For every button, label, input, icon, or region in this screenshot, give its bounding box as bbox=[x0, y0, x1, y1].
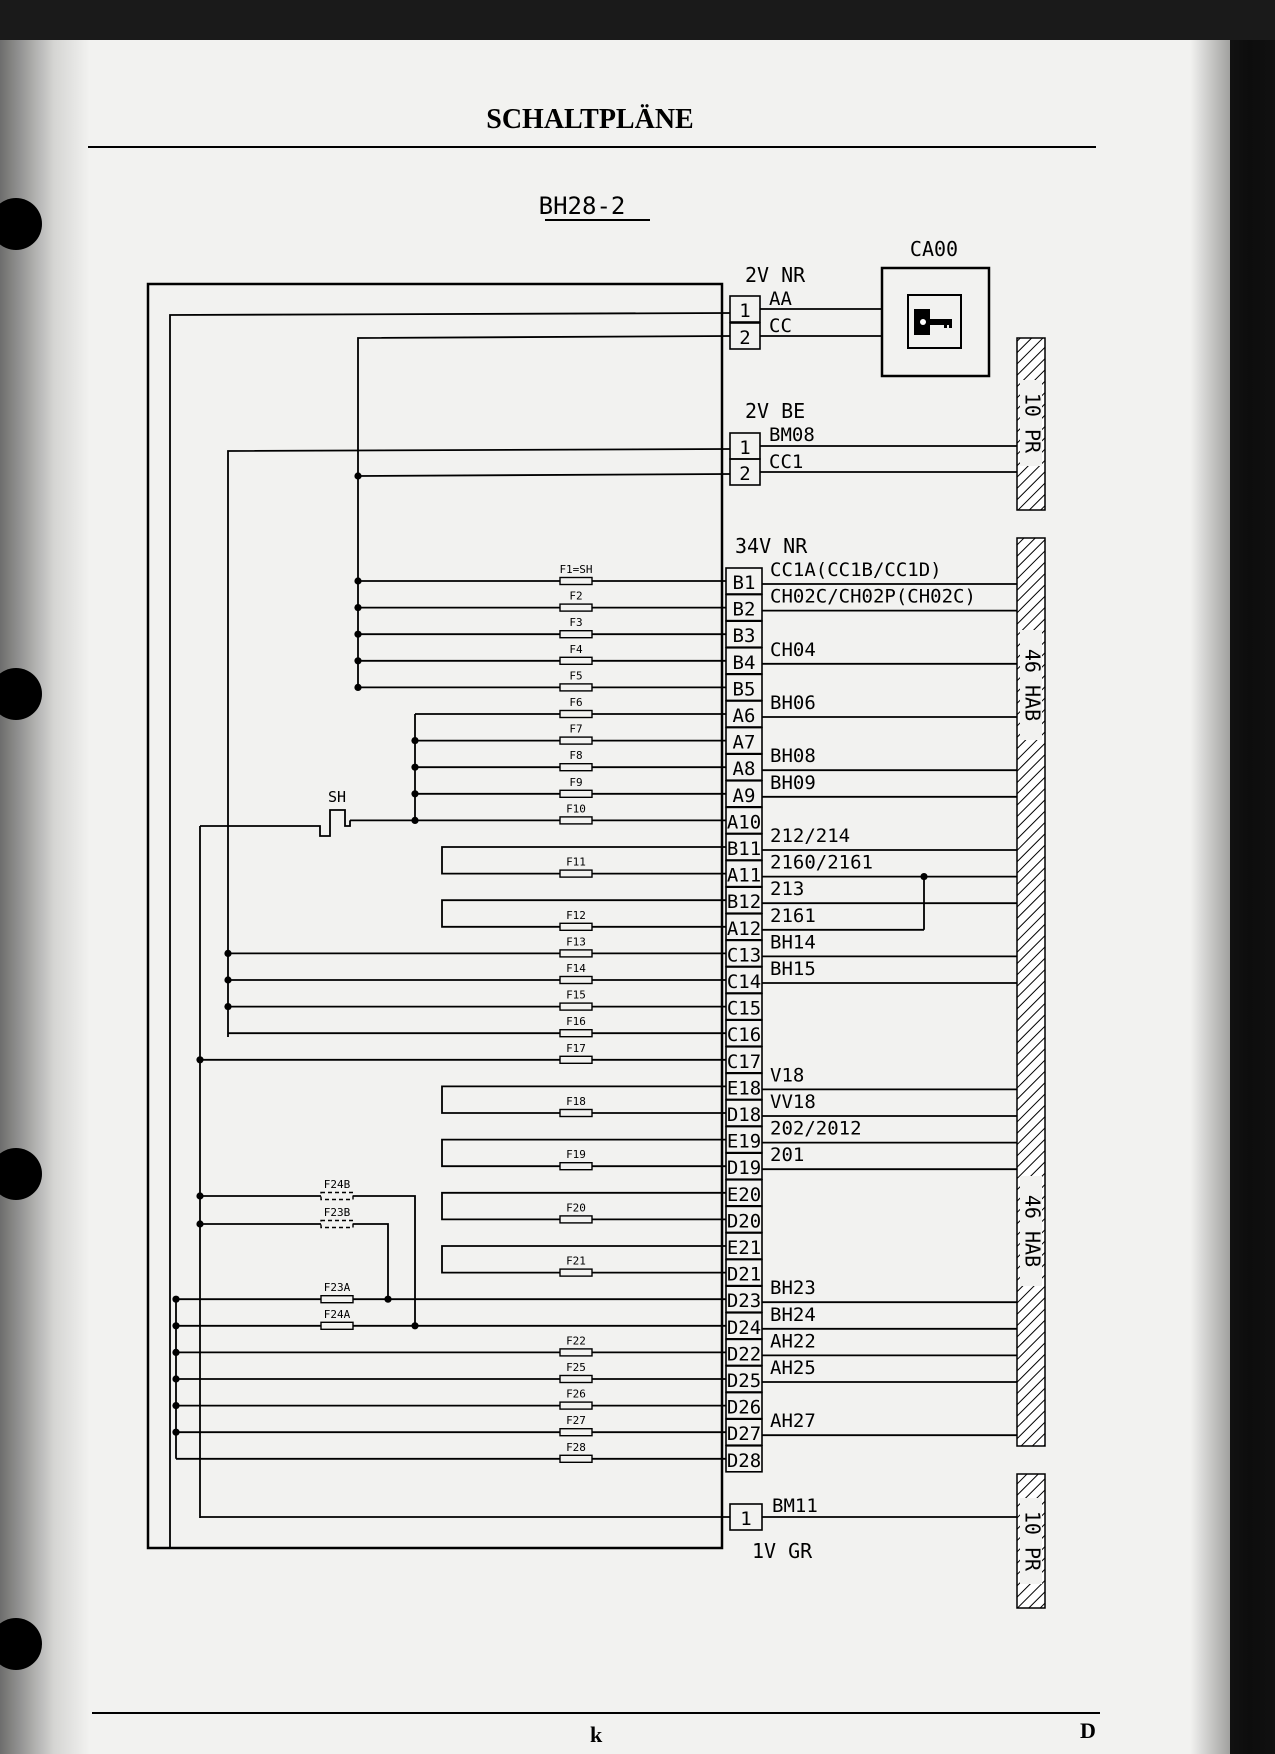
pin-label: C15 bbox=[726, 997, 762, 1020]
junction-dot bbox=[411, 737, 418, 744]
fuse-symbol bbox=[560, 1003, 592, 1010]
wire-label: BH24 bbox=[770, 1303, 816, 1326]
junction-dot bbox=[224, 976, 231, 983]
wire-f24b bbox=[200, 1196, 415, 1326]
pin-label: D22 bbox=[726, 1343, 762, 1366]
pin-label: B4 bbox=[732, 651, 756, 674]
fuse-label: F2 bbox=[569, 589, 583, 603]
fuse-symbol bbox=[560, 1110, 592, 1117]
fuse-label: F11 bbox=[566, 855, 586, 869]
fuse-label: F4 bbox=[569, 642, 583, 656]
fuse-symbol bbox=[560, 1163, 592, 1170]
fuse-label: F8 bbox=[569, 749, 583, 763]
wire-f23b bbox=[200, 1224, 388, 1299]
fuse-label: F23B bbox=[323, 1206, 351, 1219]
pin-label: D24 bbox=[726, 1316, 762, 1339]
pin-label: 1 bbox=[739, 437, 751, 459]
fuse-symbol bbox=[560, 1269, 592, 1276]
pin-label: A11 bbox=[726, 864, 762, 887]
pin-label: D19 bbox=[726, 1157, 762, 1180]
wire-label: BM11 bbox=[772, 1495, 818, 1517]
junction-dot bbox=[920, 873, 927, 880]
fuse-symbol bbox=[560, 737, 592, 744]
junction-dot bbox=[172, 1296, 179, 1303]
fuse-symbol bbox=[560, 977, 592, 984]
wire-label: 2161 bbox=[770, 904, 816, 927]
wire-label: BH14 bbox=[770, 931, 816, 954]
fuse-label: F13 bbox=[566, 935, 586, 949]
wire-label: VV18 bbox=[770, 1091, 816, 1113]
fuse-label: F1=SH bbox=[559, 563, 593, 576]
pin-label: B2 bbox=[732, 598, 756, 621]
fuse-label: F24B bbox=[323, 1178, 351, 1191]
wire-label: BH06 bbox=[770, 692, 816, 714]
fuse-symbol bbox=[321, 1221, 353, 1228]
connector-group-label: 34V NR bbox=[735, 534, 808, 558]
connector-group-label: 2V BE bbox=[745, 399, 806, 423]
wire-label: AH22 bbox=[770, 1330, 816, 1353]
pin-label: B11 bbox=[726, 838, 762, 860]
fuse-label: F21 bbox=[566, 1254, 586, 1268]
pin-label: A12 bbox=[726, 917, 762, 940]
fuse-symbol bbox=[560, 790, 592, 797]
diagram-title: BH28-2 bbox=[538, 192, 626, 220]
pin-label: D26 bbox=[726, 1396, 762, 1419]
pin-label: A8 bbox=[732, 758, 756, 781]
fuse-symbol bbox=[560, 1455, 592, 1462]
wire-label: CH02C/CH02P(CH02C) bbox=[770, 585, 976, 608]
junction-dot bbox=[196, 1056, 203, 1063]
pin-label: D20 bbox=[726, 1210, 762, 1233]
junction-dot bbox=[196, 1220, 203, 1227]
wire-label: 2160/2161 bbox=[770, 851, 873, 874]
fuse-symbol bbox=[560, 684, 592, 691]
fuse-label: F3 bbox=[569, 616, 583, 630]
fuses bbox=[321, 563, 593, 1462]
pin-label: 1 bbox=[740, 1508, 752, 1530]
junction-dot bbox=[411, 764, 418, 771]
pin-label: E20 bbox=[726, 1183, 762, 1206]
pin-label: E18 bbox=[726, 1077, 762, 1100]
shunt-wire bbox=[200, 810, 350, 836]
fuse-symbol bbox=[560, 950, 592, 957]
pin-label: 2 bbox=[739, 463, 751, 485]
bundle-label: 10 PR bbox=[1020, 1510, 1045, 1572]
junction-dot bbox=[354, 631, 361, 638]
pin-label: B12 bbox=[726, 891, 762, 914]
pin-label: C13 bbox=[726, 944, 762, 967]
component-label: CA00 bbox=[909, 237, 959, 261]
fuse-label: F24A bbox=[323, 1307, 351, 1321]
fuse-symbol bbox=[560, 870, 592, 877]
bundle-label: 46 HAB bbox=[1020, 1194, 1045, 1268]
wires bbox=[170, 309, 1017, 1548]
wire-label: CH04 bbox=[770, 638, 816, 661]
pin-label: D23 bbox=[726, 1290, 762, 1313]
wire-label: CC1 bbox=[769, 451, 804, 473]
fuse-symbol bbox=[560, 1429, 592, 1436]
shunt-label: SH bbox=[327, 788, 347, 806]
wire-label: BM08 bbox=[769, 424, 815, 446]
pin-label: C17 bbox=[726, 1050, 762, 1073]
fuse-label: F12 bbox=[566, 908, 586, 922]
pin-label: D25 bbox=[726, 1370, 762, 1392]
wire-aa bbox=[170, 313, 730, 1548]
fuse-symbol bbox=[560, 817, 592, 824]
wire-label: 213 bbox=[770, 878, 805, 901]
footer-section-letter: D bbox=[1080, 1718, 1096, 1743]
junction-dot bbox=[411, 790, 418, 797]
pin-label: C14 bbox=[726, 971, 762, 993]
wire-cc1 bbox=[358, 474, 730, 476]
fuse-symbol bbox=[560, 711, 592, 718]
junction-dot bbox=[172, 1322, 179, 1329]
pin-label: C16 bbox=[726, 1024, 762, 1047]
fuse-symbol bbox=[560, 631, 592, 638]
bh28-module-box bbox=[148, 284, 722, 1548]
wire-label: BH15 bbox=[770, 958, 816, 980]
connector-group-label: 2V NR bbox=[745, 263, 806, 287]
fuse-label: F10 bbox=[566, 802, 586, 816]
page-heading: SCHALTPLÄNE bbox=[486, 104, 694, 135]
junction-dot bbox=[411, 817, 418, 824]
fuse-symbol bbox=[560, 578, 592, 585]
junction-dot bbox=[224, 950, 231, 957]
pin-label: E21 bbox=[726, 1237, 762, 1259]
pin-label: A7 bbox=[732, 731, 756, 754]
footer-rule bbox=[92, 1712, 1100, 1714]
wire-label: BH08 bbox=[770, 745, 816, 768]
junction-dot bbox=[354, 684, 361, 691]
fuse-label: F23A bbox=[323, 1281, 351, 1295]
pin-label: D27 bbox=[726, 1423, 762, 1446]
junction-dot bbox=[354, 657, 361, 664]
footer-page-letter: k bbox=[590, 1722, 603, 1747]
pin-label: A6 bbox=[732, 705, 756, 727]
fuse-label: F7 bbox=[569, 722, 583, 736]
junction-dot bbox=[354, 577, 361, 584]
fuse-symbol bbox=[321, 1296, 353, 1303]
wire-label: CC1A(CC1B/CC1D) bbox=[770, 559, 942, 581]
wire-bm08 bbox=[228, 449, 730, 1037]
bundle-label: 46 HAB bbox=[1020, 648, 1045, 722]
fuse-label: F14 bbox=[566, 962, 586, 975]
fuse-label: F27 bbox=[566, 1414, 586, 1428]
junction-dot bbox=[354, 604, 361, 611]
wire-label: BH23 bbox=[770, 1277, 816, 1300]
wire-cc bbox=[358, 336, 730, 690]
fuse-label: F18 bbox=[566, 1095, 586, 1108]
fuse-symbol bbox=[560, 1376, 592, 1383]
pin-label: E19 bbox=[726, 1130, 762, 1153]
pin-label: D18 bbox=[726, 1104, 762, 1126]
connector-group-label: 1V GR bbox=[752, 1539, 813, 1563]
fuse-label: F25 bbox=[566, 1361, 586, 1374]
fuse-symbol bbox=[321, 1193, 353, 1200]
fuse-label: F22 bbox=[566, 1334, 586, 1348]
wire-label: AA bbox=[769, 288, 792, 310]
fuse-symbol bbox=[321, 1322, 353, 1329]
fuse-symbol bbox=[560, 764, 592, 771]
pin-label: D28 bbox=[726, 1449, 762, 1472]
fuse-label: F28 bbox=[566, 1440, 586, 1454]
wire-label: V18 bbox=[770, 1064, 805, 1087]
connector-pins bbox=[726, 296, 762, 1530]
pin-label: A9 bbox=[732, 784, 756, 807]
wire-label: AH25 bbox=[770, 1357, 816, 1379]
fuse-symbol bbox=[560, 1349, 592, 1356]
fuse-label: F17 bbox=[566, 1041, 586, 1055]
junction-dot bbox=[354, 472, 361, 479]
junction-dot bbox=[172, 1349, 179, 1356]
junction-dot bbox=[172, 1429, 179, 1436]
pin-label: 2 bbox=[739, 327, 751, 349]
pin-label: B1 bbox=[732, 572, 756, 594]
fuse-label: F19 bbox=[566, 1148, 586, 1162]
wire-label: 202/2012 bbox=[770, 1117, 862, 1140]
pin-label: 1 bbox=[739, 300, 751, 322]
shunt-sh bbox=[328, 788, 346, 806]
fuse-label: F5 bbox=[569, 669, 583, 683]
wire-label: CC bbox=[769, 315, 792, 337]
junction-dot bbox=[172, 1402, 179, 1409]
junction-dot bbox=[224, 1003, 231, 1010]
fuse-symbol bbox=[560, 923, 592, 930]
fuse-symbol bbox=[560, 1402, 592, 1409]
junction-dot bbox=[411, 1322, 418, 1329]
wire-label: 212/214 bbox=[770, 825, 851, 847]
pin-label: D21 bbox=[726, 1263, 762, 1286]
fuse-label: F9 bbox=[569, 775, 583, 789]
fuse-label: F20 bbox=[566, 1201, 586, 1215]
fuse-label: F26 bbox=[566, 1387, 586, 1401]
junction-dot bbox=[196, 1192, 203, 1199]
fuse-symbol bbox=[560, 1056, 592, 1063]
junction-dot bbox=[172, 1375, 179, 1382]
wire-label: AH27 bbox=[770, 1410, 816, 1433]
fuse-symbol bbox=[560, 1030, 592, 1037]
wire-label: BH09 bbox=[770, 771, 816, 794]
fuse-label: F15 bbox=[566, 988, 586, 1002]
fuse-label: F16 bbox=[566, 1015, 586, 1029]
junction-dot bbox=[384, 1296, 391, 1303]
pin-label: B5 bbox=[732, 678, 756, 701]
pin-label: B3 bbox=[732, 625, 756, 648]
fuse-symbol bbox=[560, 657, 592, 664]
fuse-label: F6 bbox=[569, 696, 583, 709]
ignition-key-icon bbox=[908, 295, 961, 348]
bundle-label: 10 PR bbox=[1020, 392, 1045, 454]
pin-label: A10 bbox=[726, 811, 762, 834]
wire-label: 201 bbox=[770, 1144, 805, 1167]
fuse-symbol bbox=[560, 1216, 592, 1223]
fuse-symbol bbox=[560, 604, 592, 611]
